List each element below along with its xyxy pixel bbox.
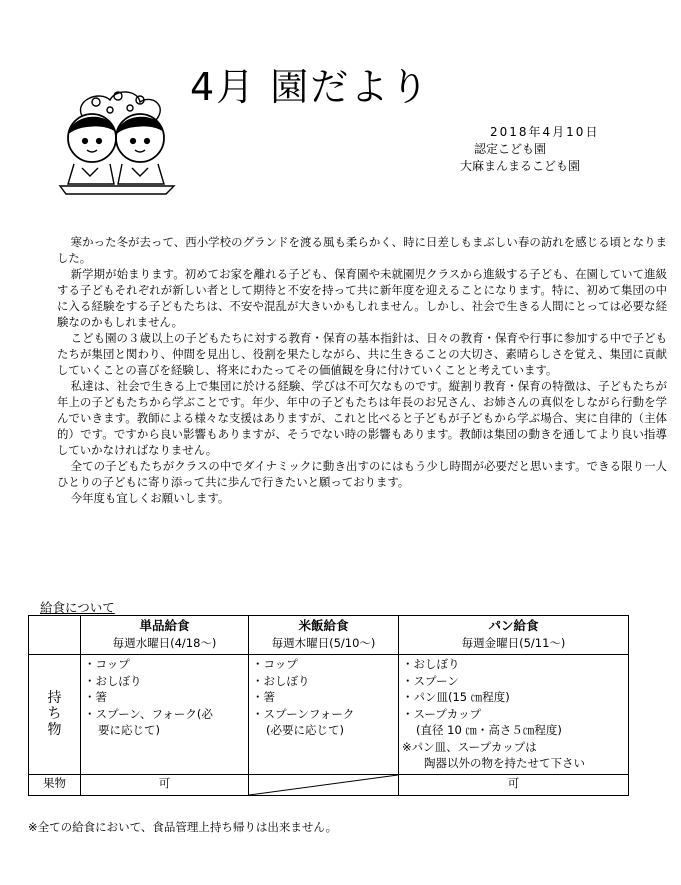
organization-name: 大麻まんまるこども園 xyxy=(460,159,581,173)
list-item: ・コップ xyxy=(84,657,130,671)
list-item: ・スプーン、フォーク(必 xyxy=(84,706,213,721)
list-item: ・箸 xyxy=(252,690,275,704)
list-item: ・おしぼり xyxy=(84,673,142,688)
list-item: ※パン皿、スープカップは xyxy=(402,739,537,754)
column-header-single: 単品給食 xyxy=(81,616,249,636)
list-item: ・箸 xyxy=(84,690,107,704)
belongings-row xyxy=(29,655,629,775)
newsletter-body xyxy=(57,234,667,506)
lunch-footnote: ※全ての給食において、食品管理上持ち帰りは出来ません。 xyxy=(28,820,338,834)
list-item: 要に応じて) xyxy=(98,723,160,737)
list-item: (必要に応じて) xyxy=(266,723,344,737)
fruit-row xyxy=(29,774,629,795)
row-label-fruit: 果物 xyxy=(29,774,81,795)
column-header-bread: パン給食 xyxy=(399,616,629,636)
column-header-rice: 米飯給食 xyxy=(249,616,399,636)
belongings-single xyxy=(81,655,249,775)
list-item: ・スプーンフォーク xyxy=(252,706,355,721)
issue-date: 2018年4月10日 xyxy=(490,125,600,139)
lunch-table xyxy=(28,615,629,796)
fruit-bread: 可 xyxy=(399,774,629,795)
schedule-row xyxy=(29,635,629,655)
paragraph: 今年度も宜しくお願いします。 xyxy=(70,491,230,505)
schedule-single: 毎週水曜日(4/18～) xyxy=(81,635,249,655)
belongings-bread xyxy=(399,655,629,775)
paragraph: 私達は、社会で生きる上で集団に於ける経験、学びは不可欠なものです。縦割り教育・保育の特徴は、子どもたちが年上の子どもたちから学ぶことです。年少、年中の子どもたちは年長のお兄さん、お姉さんの真似をしながら行動を学んでいきます。教師による様々な支援はありますが、これと比べると子どもが子どもから学ぶ場合、実に自律的（主体的）です。ですから良い影響もありますが、そうでない時の影響もあります。教師は集団の動きを通してより良い指導していかなければなりません。 xyxy=(57,379,667,457)
list-item: (直径 10 ㎝・高さ５㎝程度) xyxy=(416,723,562,737)
organization-type: 認定こども園 xyxy=(474,142,547,156)
lunch-section-heading: 給食について xyxy=(40,600,115,615)
list-item: ・コップ xyxy=(252,657,298,671)
two-children-with-flowers-illustration xyxy=(52,86,182,198)
diagonal-slash-line xyxy=(249,775,398,795)
paragraph: 寒かった冬が去って、西小学校のグランドを渡る風も柔らかく、時に日差しもまぶしい春の訪れを感じる頃となりました。 xyxy=(57,235,667,265)
paragraph: こども園の３歳以上の子どもたちに対する教育・保育の基本指針は、日々の教育・保育や行事に参加する中で子どもたちが集団と関わり、仲間を見出し、役割を果たしながら、共に生きることの大切さ、素晴らしさを覚え、集団に貢献していくことの喜びを経験し、将来にわたってその価値観を身に付けていくことと考えています。 xyxy=(57,331,667,377)
paragraph: 全ての子どもたちがクラスの中でダイナミックに動き出すのにはもう少し時間が必要だと思います。できる限り一人ひとりの子どもに寄り添って共に歩んで行きたいと願っております。 xyxy=(57,459,667,489)
list-item: 陶器以外の物を持たせて下さい xyxy=(424,756,585,770)
list-item: ・スープカップ xyxy=(402,706,482,721)
fruit-single: 可 xyxy=(81,774,249,795)
empty-corner-cell xyxy=(29,616,81,636)
list-item: ・パン皿(15 ㎝程度) xyxy=(402,690,510,704)
list-item: ・おしぼり xyxy=(402,657,460,671)
empty-corner-cell xyxy=(29,635,81,655)
schedule-rice: 毎週木曜日(5/10～) xyxy=(249,635,399,655)
paragraph: 新学期が始まります。初めてお家を離れる子ども、保育園や未就園児クラスから進級する子ども、在園していて進級する子どもそれぞれが新しい者として期待と不安を持って共に新年度を迎えることになります。特に、初めて集団の中に入る経験をする子どもたちは、不安や混乱が大きいかもしれません。しかし、社会で生きる人間にとっては必要な経験なのかもしれません。 xyxy=(57,267,667,329)
schedule-bread: 毎週金曜日(5/11～) xyxy=(399,635,629,655)
header-info xyxy=(460,124,599,175)
table-header-row xyxy=(29,616,629,636)
list-item: ・おしぼり xyxy=(252,673,310,688)
list-item: ・スプーン xyxy=(402,673,459,688)
fruit-rice-not-applicable xyxy=(249,774,399,795)
belongings-rice xyxy=(249,655,399,775)
page-title: 4月 園だより xyxy=(190,65,431,109)
row-label-belongings: 持 ち 物 xyxy=(29,655,81,775)
